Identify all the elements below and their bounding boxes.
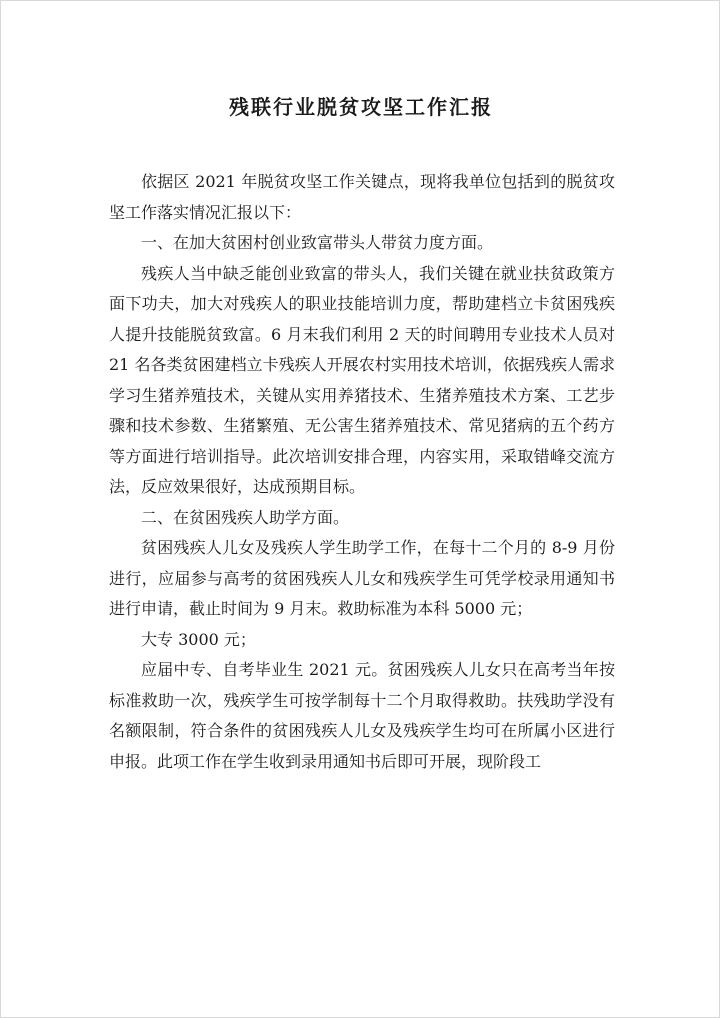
paragraph-junior-college: 大专 3000 元；	[141, 629, 256, 649]
document-body	[109, 167, 615, 777]
paragraph-training: 残疾人当中缺乏能创业致富的带头人，我们关键在就业扶贫政策方面下功夫，加大对残疾人的职业技能培训力度，帮助建档立卡贫困残疾人提升技能脱贫致富。6 月末我们利用 2 天的时间聘用专业技术人员对 21 名各类贫困建档立卡残疾人开展农村实用技术培训，依据残疾人需求学习生猪养殖技术，关键从实用养猪技术、生猪养殖技术方案、工艺步骤和技术参数、生猪繁殖、无公害生猪养殖技术、常见猪病的五个药方等方面进行培训指导。此次培训安排合理，内容实用，采取错峰交流方法，反应效果很好，达成预期目标。	[109, 263, 615, 496]
document-title: 残联行业脱贫攻坚工作汇报	[229, 95, 493, 119]
section-heading-2: 二、在贫困残疾人助学方面。	[141, 507, 350, 527]
paragraph-student-aid: 贫困残疾人儿女及残疾人学生助学工作，在每十二个月的 8-9 月份进行，应届参与高考的贫困残疾人儿女和残疾学生可凭学校录用通知书进行申请，截止时间为 9 月末。救助标准为本科 5000 元；	[109, 538, 615, 618]
section-heading-1: 一、在加大贫困村创业致富带头人带贫力度方面。	[141, 233, 494, 252]
paragraph-intro: 依据区 2021 年脱贫攻坚工作关键点，现将我单位包括到的脱贫攻坚工作落实情况汇报以下：	[109, 172, 615, 222]
paragraph-graduates: 应届中专、自考毕业生 2021 元。贫困残疾人儿女只在高考当年按标准救助一次，残疾学生可按学制每十二个月取得救助。扶残助学没有名额限制，符合条件的贫困残疾人儿女及残疾学生均可在所属小区进行申报。此项工作在学生收到录用通知书后即可开展，现阶段工	[109, 660, 615, 771]
